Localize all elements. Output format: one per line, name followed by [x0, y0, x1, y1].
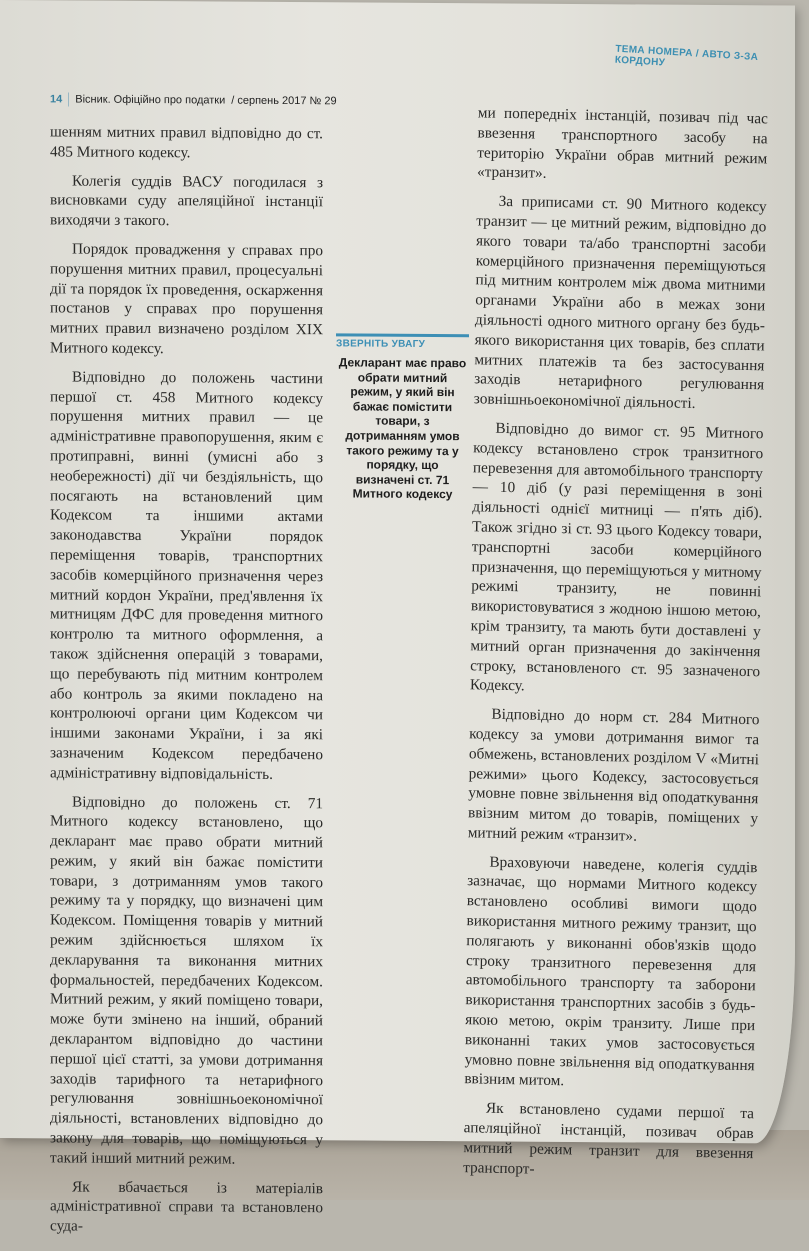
- section-title: ТЕМА НОМЕРА / АВТО З-ЗА КОРДОНУ: [614, 43, 759, 69]
- page-number: 14: [50, 93, 63, 106]
- right-column: [463, 103, 768, 1192]
- callout-tag: ЗВЕРНІТЬ УВАГУ: [336, 333, 469, 350]
- issue-date: / серпень 2017 № 29: [231, 94, 337, 108]
- magazine-title: Вісник. Офіційно про податки: [75, 93, 226, 107]
- paragraph: шенням митних правил відповідно до ст. 485 Митного кодексу.: [50, 123, 323, 162]
- paragraph: Відповідно до положень частини першої ст. 458 Митного кодексу порушення митних правил — це адміністративне правопорушення, яким є протиправні, винні (умисні або з необережності) дії чи бездіяльність, що посягають на встановлений цим Кодексом та іншими актами законодавства України порядок переміщення товарів, транспортних засобів комерційного призначення через митний кордон України, пред'явлення їх митницям ДФС для проведення митного контролю та митного оформлення, а також здійснення операцій з товарами, що перебувають під митним контролем або контроль за якими покладено на контролюючі органи цим Кодексом чи іншими законами України, і за які зазначеним Кодексом передбачено адміністративну відповідальність.: [50, 368, 323, 783]
- paragraph: Колегія суддів ВАСУ погодилася з висновками суду апеляційної інстанції виходячи з такого.: [50, 172, 323, 230]
- callout-text: Декларант має право обрати митний режим, у який він бажає помістити товари, з дотриманням умов такого режиму та у порядку, що визначені ст. 71 Митного кодексу: [338, 355, 467, 502]
- paragraph: Як встановлено судами першої та апеляційної інстанцій, позивач обрав митний режим транзит для ввезення транспорт-: [463, 1099, 755, 1178]
- paragraph: Як вбачається із матеріалів адміністративної справи та встановлено суда-: [50, 1178, 323, 1235]
- attention-callout: [336, 333, 469, 502]
- paragraph: Відповідно до норм ст. 284 Митного кодексу за умови дотримання вимог та обмежень, встановлених розділом V «Митні режими» цього Кодексу, застосовується умовне повне звільнення від оподаткування ввізним митом до товарів, поміщених у митний режим «транзит».: [467, 705, 760, 845]
- page-header: [50, 92, 337, 108]
- paragraph: Порядок провадження у справах про порушення митних правил, процесуальні дії та порядок їх проведення, оскарження постанов у справах про порушення митних правил визначено розділом XIX Митного кодексу.: [50, 240, 323, 358]
- paragraph: Враховуючи наведене, колегія суддів зазначає, що нормами Митного кодексу встановлено особливі вимоги щодо використання митного режиму транзит, що полягають у виконанні обов'язків щодо строку транзитного перевезення для автомобільного транспорту та заборони використання транспортних засобів з будь-якою метою, окрім транзиту. Лише при виконанні таких умов застосовується умовно повне звільнення від оподаткування ввізним митом.: [464, 853, 758, 1090]
- left-column: [50, 122, 323, 1247]
- paragraph: Відповідно до положень ст. 71 Митного кодексу встановлено, що декларант має право обрати митний режим, у який він бажає помістити товари, з дотриманням умов такого режиму та у порядку, що визначені цим Кодексом. Поміщення товарів у митний режим здійснюється шляхом їх декларування та виконання митних формальностей, передбачених Кодексом. Митний режим, у який поміщено товари, може бути змінено на інший, обраний декларантом відповідно до частини першої цієї статті, за умови дотримання заходів тарифного та нетарифного регулювання зовнішньоекономічної діяльності, встановлених відповідно до закону для товарів, що поміщуються у такий інший митний режим.: [50, 793, 323, 1168]
- paragraph: ми попередніх інстанцій, позивач під час ввезення транспортного засобу на територію України обрав митний режим «транзит».: [476, 104, 768, 183]
- paragraph: За приписами ст. 90 Митного кодексу транзит — це митний режим, відповідно до якого товари та/або транспортні засоби комерційного призначення переміщуються під митним контролем між двома митними органами України або в межах зони діяльності одного митного органу без будь-якого використання цих товарів, без сплати митних платежів та без застосування заходів нетарифного регулювання зовнішньоекономічної діяльності.: [473, 192, 767, 413]
- paragraph: Відповідно до вимог ст. 95 Митного кодексу встановлено строк транзитного перевезення для автомобільного транспорту — 10 діб (у разі переміщення в зоні діяльності однієї митниці — п'ять діб). Також згідно зі ст. 93 цього Кодексу товари, транспортні засоби комерційного призначення, що переміщуються у митному режимі транзиту, не повинні використовуватися з жодною іншою метою, крім транзиту, та мають бути доставлені у митний орган призначення до закінчення строку, встановленого ст. 95 зазначеного Кодексу.: [469, 419, 764, 695]
- header-divider: [68, 92, 69, 106]
